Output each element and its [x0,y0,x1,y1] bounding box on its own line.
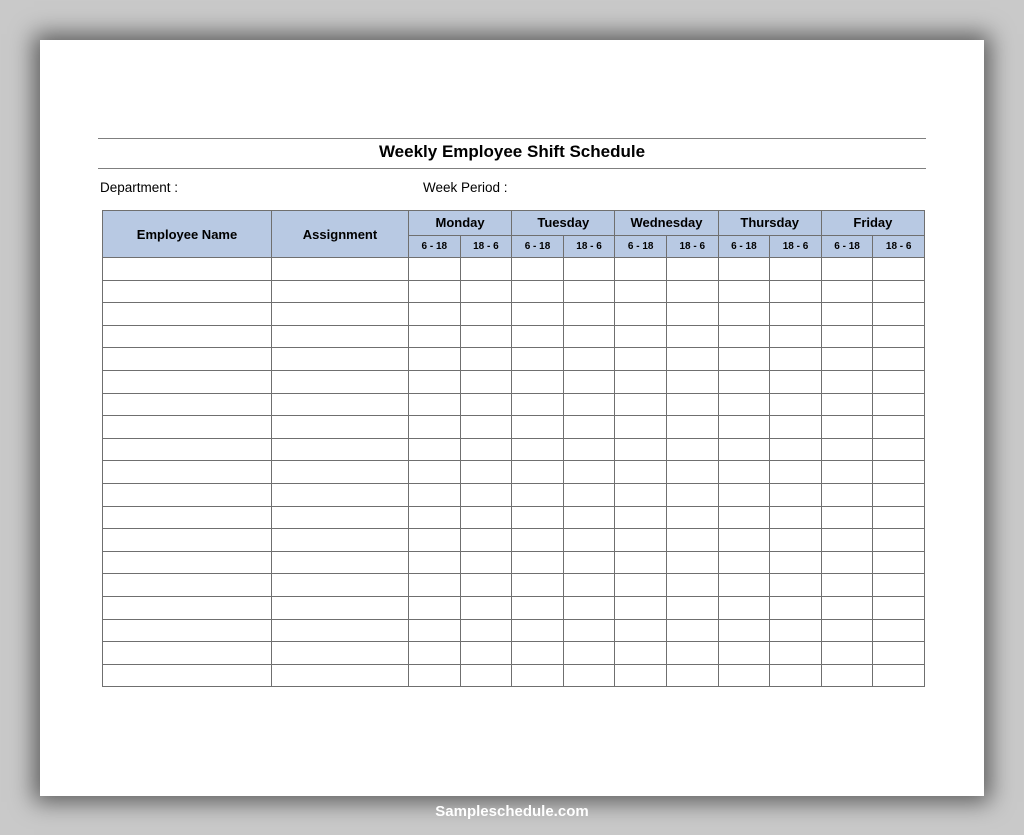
shift-schedule-table [102,210,925,687]
schedule-page [40,40,984,796]
shift-cell[interactable] [873,258,925,281]
shift-cell[interactable] [770,416,822,439]
assignment-cell[interactable] [272,393,409,416]
shift-cell[interactable] [873,303,925,326]
shift-cell[interactable] [563,664,615,687]
shift-cell[interactable] [821,370,873,393]
shift-cell[interactable] [718,348,770,371]
shift-cell[interactable] [615,506,667,529]
shift-cell[interactable] [666,416,718,439]
shift-cell[interactable] [666,506,718,529]
shift-cell[interactable] [873,416,925,439]
shift-cell[interactable] [460,280,512,303]
shift-cell[interactable] [563,574,615,597]
shift-cell[interactable] [512,416,564,439]
employee-name-cell[interactable] [103,642,272,665]
shift-cell[interactable] [460,506,512,529]
shift-cell[interactable] [821,596,873,619]
shift-cell[interactable] [409,483,461,506]
shift-cell[interactable] [821,574,873,597]
shift-cell[interactable] [666,258,718,281]
table-row [103,438,925,461]
shift-cell[interactable] [615,619,667,642]
assignment-cell[interactable] [272,370,409,393]
shift-cell[interactable] [409,280,461,303]
shift-cell[interactable] [873,280,925,303]
shift-cell[interactable] [512,370,564,393]
shift-cell[interactable] [512,258,564,281]
table-row [103,325,925,348]
shift-cell[interactable] [563,370,615,393]
shift-cell[interactable] [460,325,512,348]
assignment-cell[interactable] [272,461,409,484]
shift-cell[interactable] [460,574,512,597]
shift-cell[interactable] [873,596,925,619]
employee-name-cell[interactable] [103,461,272,484]
shift-cell[interactable] [718,280,770,303]
shift-cell[interactable] [563,438,615,461]
watermark: Sampleschedule.com [435,803,589,820]
shift-cell[interactable] [666,574,718,597]
table-row [103,393,925,416]
shift-cell[interactable] [666,348,718,371]
shift-cell[interactable] [718,303,770,326]
shift-cell[interactable] [821,506,873,529]
shift-cell[interactable] [460,258,512,281]
table-row [103,348,925,371]
employee-name-cell[interactable] [103,529,272,552]
shift-cell[interactable] [409,438,461,461]
assignment-cell[interactable] [272,664,409,687]
shift-cell[interactable] [770,664,822,687]
shift-cell[interactable] [873,642,925,665]
table-row [103,416,925,439]
table-row [103,303,925,326]
shift-cell[interactable] [718,325,770,348]
shift-cell[interactable] [512,348,564,371]
shift-cell[interactable] [666,664,718,687]
shift-cell[interactable] [615,438,667,461]
shift-cell[interactable] [409,416,461,439]
table-row [103,574,925,597]
table-row [103,619,925,642]
shift-cell[interactable] [512,438,564,461]
shift-cell[interactable] [512,574,564,597]
shift-cell[interactable] [615,596,667,619]
assignment-cell[interactable] [272,416,409,439]
shift-cell[interactable] [718,596,770,619]
shift-header: 18 - 6 [460,235,512,257]
shift-cell[interactable] [460,348,512,371]
title-rule-top [98,138,926,139]
table-row [103,596,925,619]
shift-cell[interactable] [512,642,564,665]
day-header-row [103,211,925,236]
shift-cell[interactable] [666,642,718,665]
employee-name-cell[interactable] [103,348,272,371]
assignment-header: Assignment [272,211,409,258]
shift-cell[interactable] [718,506,770,529]
shift-header: 18 - 6 [770,235,822,257]
shift-cell[interactable] [718,258,770,281]
title-rule-bottom [98,168,926,169]
shift-cell[interactable] [563,529,615,552]
shift-cell[interactable] [409,348,461,371]
shift-cell[interactable] [666,370,718,393]
shift-cell[interactable] [615,393,667,416]
shift-cell[interactable] [512,280,564,303]
employee-name-cell[interactable] [103,438,272,461]
shift-cell[interactable] [718,461,770,484]
department-label: Department : [100,180,179,195]
shift-cell[interactable] [718,438,770,461]
employee-name-cell[interactable] [103,370,272,393]
shift-cell[interactable] [563,461,615,484]
shift-header: 6 - 18 [821,235,873,257]
shift-cell[interactable] [512,303,564,326]
shift-cell[interactable] [512,551,564,574]
shift-cell[interactable] [512,596,564,619]
employee-name-cell[interactable] [103,574,272,597]
assignment-cell[interactable] [272,506,409,529]
shift-cell[interactable] [873,619,925,642]
shift-cell[interactable] [821,438,873,461]
table-row [103,551,925,574]
shift-cell[interactable] [460,596,512,619]
shift-cell[interactable] [512,619,564,642]
shift-cell[interactable] [821,529,873,552]
employee-name-cell[interactable] [103,258,272,281]
shift-cell[interactable] [666,461,718,484]
assignment-cell[interactable] [272,280,409,303]
shift-cell[interactable] [409,506,461,529]
shift-cell[interactable] [821,303,873,326]
employee-name-header: Employee Name [103,211,272,258]
shift-cell[interactable] [563,642,615,665]
shift-cell[interactable] [718,574,770,597]
shift-cell[interactable] [770,325,822,348]
shift-cell[interactable] [615,258,667,281]
document-title: Weekly Employee Shift Schedule [378,142,646,161]
assignment-cell[interactable] [272,642,409,665]
shift-cell[interactable] [512,461,564,484]
shift-cell[interactable] [666,551,718,574]
assignment-cell[interactable] [272,529,409,552]
shift-cell[interactable] [821,619,873,642]
shift-cell[interactable] [718,393,770,416]
shift-cell[interactable] [409,642,461,665]
shift-cell[interactable] [409,325,461,348]
shift-cell[interactable] [460,642,512,665]
shift-cell[interactable] [460,461,512,484]
shift-cell[interactable] [409,461,461,484]
shift-cell[interactable] [770,370,822,393]
shift-cell[interactable] [615,483,667,506]
day-header-thursday: Thursday [718,211,821,236]
shift-cell[interactable] [666,596,718,619]
shift-cell[interactable] [460,303,512,326]
shift-cell[interactable] [563,258,615,281]
assignment-cell[interactable] [272,438,409,461]
shift-cell[interactable] [563,393,615,416]
shift-cell[interactable] [512,483,564,506]
employee-name-cell[interactable] [103,664,272,687]
shift-cell[interactable] [873,664,925,687]
shift-cell[interactable] [873,393,925,416]
shift-cell[interactable] [460,393,512,416]
shift-cell[interactable] [563,483,615,506]
shift-cell[interactable] [666,483,718,506]
shift-header: 6 - 18 [512,235,564,257]
shift-cell[interactable] [770,574,822,597]
shift-cell[interactable] [615,370,667,393]
assignment-cell[interactable] [272,325,409,348]
shift-cell[interactable] [563,348,615,371]
shift-cell[interactable] [821,664,873,687]
shift-cell[interactable] [615,664,667,687]
shift-cell[interactable] [821,325,873,348]
shift-cell[interactable] [821,551,873,574]
shift-cell[interactable] [718,619,770,642]
shift-header: 6 - 18 [718,235,770,257]
shift-cell[interactable] [666,619,718,642]
shift-cell[interactable] [770,596,822,619]
shift-cell[interactable] [666,325,718,348]
assignment-cell[interactable] [272,483,409,506]
employee-name-cell[interactable] [103,303,272,326]
shift-cell[interactable] [563,551,615,574]
shift-header: 18 - 6 [666,235,718,257]
table-row [103,483,925,506]
shift-cell[interactable] [770,551,822,574]
shift-cell[interactable] [873,461,925,484]
shift-cell[interactable] [409,596,461,619]
shift-cell[interactable] [615,574,667,597]
shift-cell[interactable] [615,280,667,303]
shift-cell[interactable] [821,258,873,281]
shift-cell[interactable] [873,574,925,597]
shift-cell[interactable] [615,551,667,574]
table-row [103,258,925,281]
shift-cell[interactable] [409,393,461,416]
shift-cell[interactable] [770,303,822,326]
shift-cell[interactable] [770,461,822,484]
shift-cell[interactable] [770,438,822,461]
shift-cell[interactable] [770,506,822,529]
shift-cell[interactable] [821,280,873,303]
employee-name-cell[interactable] [103,483,272,506]
assignment-cell[interactable] [272,348,409,371]
shift-cell[interactable] [770,642,822,665]
shift-cell[interactable] [563,303,615,326]
shift-cell[interactable] [409,664,461,687]
shift-cell[interactable] [873,438,925,461]
shift-cell[interactable] [873,529,925,552]
assignment-cell[interactable] [272,258,409,281]
shift-cell[interactable] [563,416,615,439]
shift-cell[interactable] [770,280,822,303]
shift-cell[interactable] [873,506,925,529]
shift-cell[interactable] [873,348,925,371]
shift-cell[interactable] [460,551,512,574]
shift-cell[interactable] [666,393,718,416]
shift-cell[interactable] [666,529,718,552]
table-row [103,664,925,687]
assignment-cell[interactable] [272,619,409,642]
shift-cell[interactable] [512,529,564,552]
shift-cell[interactable] [770,393,822,416]
shift-cell[interactable] [615,461,667,484]
shift-cell[interactable] [873,370,925,393]
shift-cell[interactable] [460,370,512,393]
shift-cell[interactable] [666,280,718,303]
assignment-cell[interactable] [272,551,409,574]
shift-cell[interactable] [409,370,461,393]
shift-cell[interactable] [718,370,770,393]
employee-name-cell[interactable] [103,619,272,642]
shift-cell[interactable] [666,438,718,461]
shift-cell[interactable] [563,325,615,348]
shift-cell[interactable] [615,325,667,348]
shift-cell[interactable] [409,303,461,326]
shift-cell[interactable] [718,664,770,687]
day-header-wednesday: Wednesday [615,211,718,236]
shift-cell[interactable] [718,483,770,506]
shift-cell[interactable] [409,258,461,281]
employee-name-cell[interactable] [103,506,272,529]
shift-cell[interactable] [460,619,512,642]
shift-cell[interactable] [821,348,873,371]
week-period-label: Week Period : [423,180,508,195]
shift-cell[interactable] [409,619,461,642]
employee-name-cell[interactable] [103,280,272,303]
shift-cell[interactable] [615,529,667,552]
shift-cell[interactable] [512,393,564,416]
shift-cell[interactable] [615,642,667,665]
employee-name-cell[interactable] [103,596,272,619]
shift-cell[interactable] [460,664,512,687]
employee-name-cell[interactable] [103,551,272,574]
assignment-cell[interactable] [272,574,409,597]
table-row [103,280,925,303]
shift-cell[interactable] [460,483,512,506]
shift-cell[interactable] [821,483,873,506]
assignment-cell[interactable] [272,303,409,326]
shift-cell[interactable] [718,416,770,439]
shift-header: 18 - 6 [873,235,925,257]
shift-cell[interactable] [770,258,822,281]
shift-cell[interactable] [615,416,667,439]
shift-cell[interactable] [409,574,461,597]
shift-cell[interactable] [718,551,770,574]
table-row [103,370,925,393]
shift-header: 18 - 6 [563,235,615,257]
shift-cell[interactable] [873,325,925,348]
shift-cell[interactable] [615,303,667,326]
shift-cell[interactable] [460,416,512,439]
shift-cell[interactable] [615,348,667,371]
shift-cell[interactable] [770,619,822,642]
schedule-body [103,258,925,687]
assignment-cell[interactable] [272,596,409,619]
shift-cell[interactable] [409,551,461,574]
day-header-friday: Friday [821,211,924,236]
shift-cell[interactable] [460,438,512,461]
day-header-monday: Monday [409,211,512,236]
shift-header: 6 - 18 [615,235,667,257]
shift-cell[interactable] [821,461,873,484]
shift-cell[interactable] [512,664,564,687]
shift-cell[interactable] [460,529,512,552]
shift-header: 6 - 18 [409,235,461,257]
shift-cell[interactable] [770,348,822,371]
shift-cell[interactable] [563,596,615,619]
shift-cell[interactable] [873,483,925,506]
shift-cell[interactable] [409,529,461,552]
shift-cell[interactable] [821,642,873,665]
employee-name-cell[interactable] [103,416,272,439]
table-row [103,506,925,529]
shift-cell[interactable] [512,506,564,529]
shift-cell[interactable] [563,280,615,303]
shift-cell[interactable] [821,393,873,416]
shift-cell[interactable] [718,529,770,552]
shift-cell[interactable] [563,619,615,642]
table-row [103,461,925,484]
shift-cell[interactable] [512,325,564,348]
shift-cell[interactable] [821,416,873,439]
shift-cell[interactable] [718,642,770,665]
shift-cell[interactable] [563,506,615,529]
shift-cell[interactable] [770,529,822,552]
employee-name-cell[interactable] [103,325,272,348]
shift-cell[interactable] [873,551,925,574]
shift-cell[interactable] [666,303,718,326]
table-row [103,642,925,665]
employee-name-cell[interactable] [103,393,272,416]
shift-cell[interactable] [770,483,822,506]
table-row [103,529,925,552]
day-header-tuesday: Tuesday [512,211,615,236]
